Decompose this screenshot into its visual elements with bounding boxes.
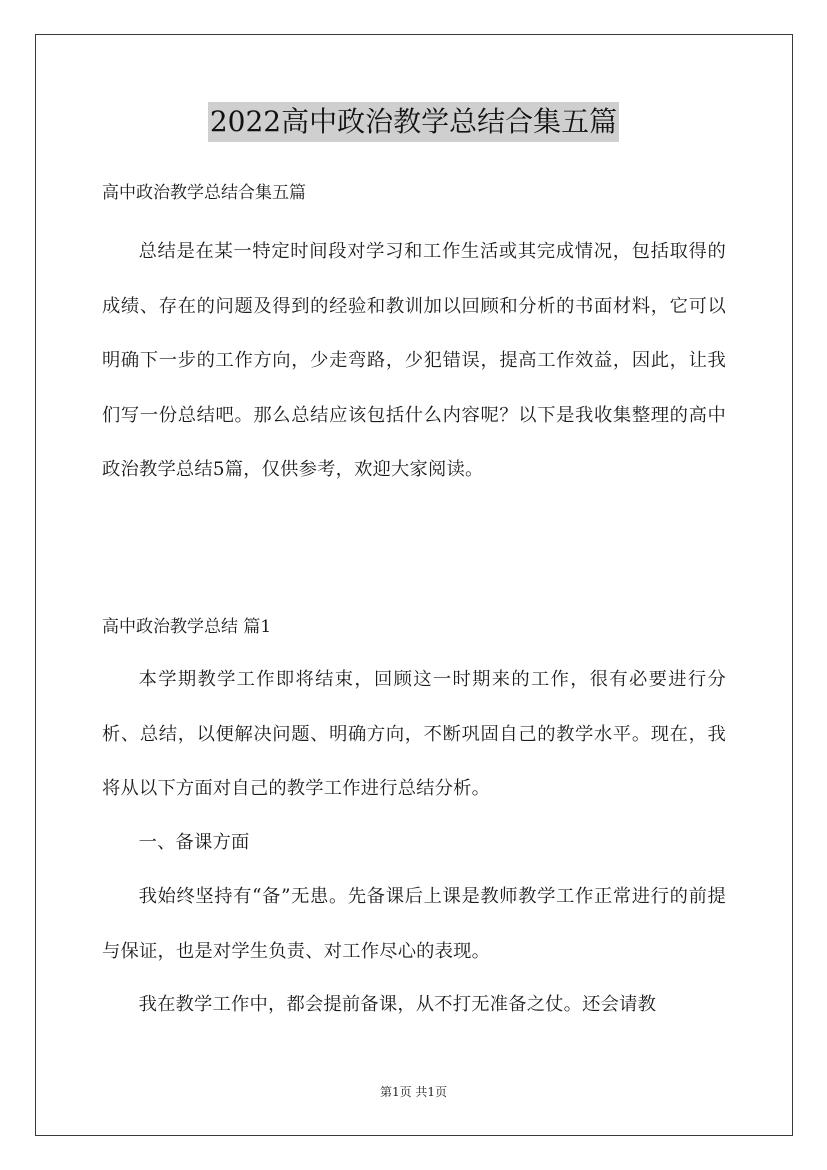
document-title: 2022高中政治教学总结合集五篇 [208, 102, 619, 142]
body-paragraph: 本学期教学工作即将结束，回顾这一时期来的工作，很有必要进行分析、总结，以便解决问题、明确方向，不断巩固自己的教学水平。现在，我将从以下方面对自己的教学工作进行总结分析。 [102, 669, 726, 799]
document-subtitle: 高中政治教学总结合集五篇 [102, 183, 306, 203]
subsection-heading: 一、备课方面 [138, 832, 250, 853]
page-footer: 第1页 共1页 [379, 1085, 448, 1099]
section-heading: 高中政治教学总结 篇1 [102, 617, 272, 637]
intro-paragraph: 总结是在某一特定时间段对学习和工作生活或其完成情况，包括取得的成绩、存在的问题及得到的经验和教训加以回顾和分析的书面材料，它可以明确下一步的工作方向，少走弯路，少犯错误，提高工作效益，因此，让我们写一份总结吧。那么总结应该包括什么内容呢？以下是我收集整理的高中政治教学总结5篇，仅供参考，欢迎大家阅读。 [102, 241, 726, 480]
title-container [0, 102, 827, 142]
body-paragraph: 我始终坚持有“备”无患。先备课后上课是教师教学工作正常进行的前提与保证，也是对学生负责、对工作尽心的表现。 [102, 886, 726, 962]
body-paragraph: 我在教学工作中，都会提前备课，从不打无准备之仗。还会请教 [138, 994, 657, 1015]
